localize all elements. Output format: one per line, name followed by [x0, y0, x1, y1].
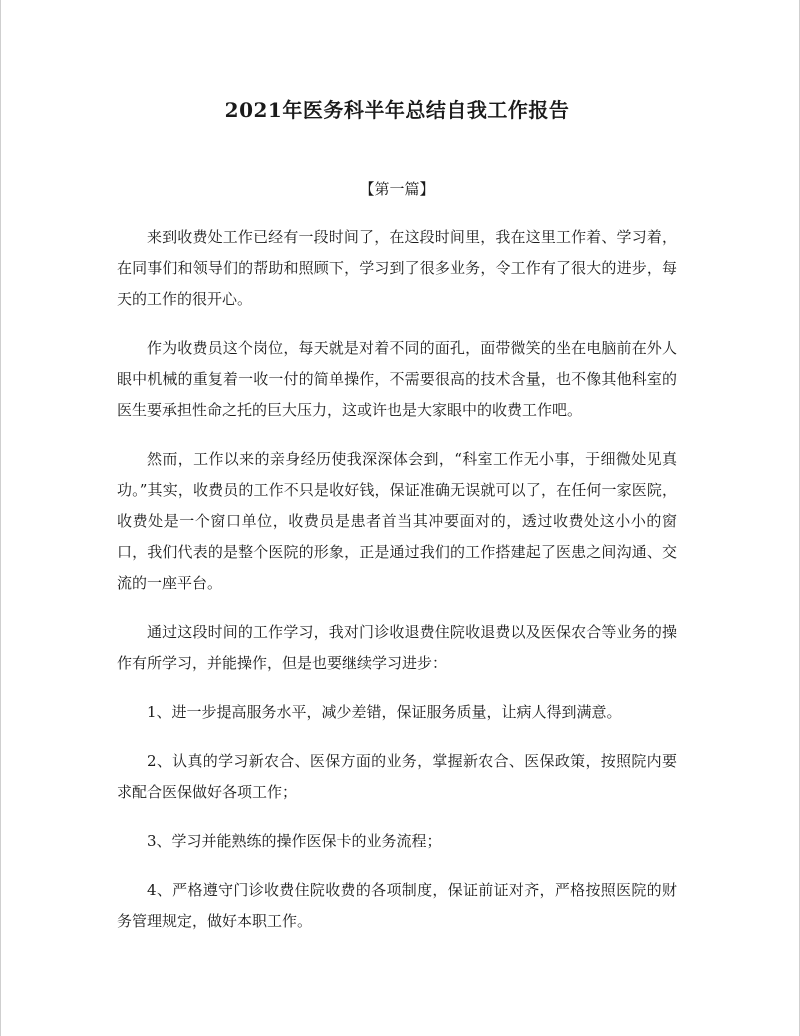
section-heading: 【第一篇】	[359, 180, 435, 198]
paragraph-role: 作为收费员这个岗位，每天就是对着不同的面孔，面带微笑的坐在电脑前在外人眼中机械的重复着一收一付的简单操作，不需要很高的技术含量，也不像其他科室的医生要承担性命之托的巨大压力，这或许也是大家眼中的收费工作吧。	[117, 339, 677, 419]
paragraph-experience: 然而，工作以来的亲身经历使我深深体会到，“科室工作无小事，于细微处见真功。”其实，收费员的工作不只是收好钱，保证准确无误就可以了，在任何一家医院，收费处是一个窗口单位，收费员是患者首当其冲要面对的，透过收费处这小小的窗口，我们代表的是整个医院的形象，正是通过我们的工作搭建起了医患之间沟通、交流的一座平台。	[117, 450, 677, 592]
list-item-4: 4、严格遵守门诊收费住院收费的各项制度，保证前证对齐，严格按照医院的财务管理规定，做好本职工作。	[117, 881, 677, 930]
list-item-3: 3、学习并能熟练的操作医保卡的业务流程；	[147, 832, 442, 850]
list-item-2: 2、认真的学习新农合、医保方面的业务，掌握新农合、医保政策，按照院内要求配合医保做好各项工作；	[117, 752, 677, 801]
document-title: 2021年医务科半年总结自我工作报告	[224, 98, 570, 122]
document-body	[117, 222, 677, 955]
list-item-1: 1、进一步提高服务水平，减少差错，保证服务质量，让病人得到满意。	[147, 703, 622, 721]
paragraph-intro: 来到收费处工作已经有一段时间了，在这段时间里，我在这里工作着、学习着，在同事们和领导们的帮助和照顾下，学习到了很多业务，令工作有了很大的进步，每天的工作的很开心。	[117, 228, 677, 308]
paragraph-learning: 通过这段时间的工作学习，我对门诊收退费住院收退费以及医保农合等业务的操作有所学习，并能操作，但是也要继续学习进步：	[117, 623, 677, 672]
